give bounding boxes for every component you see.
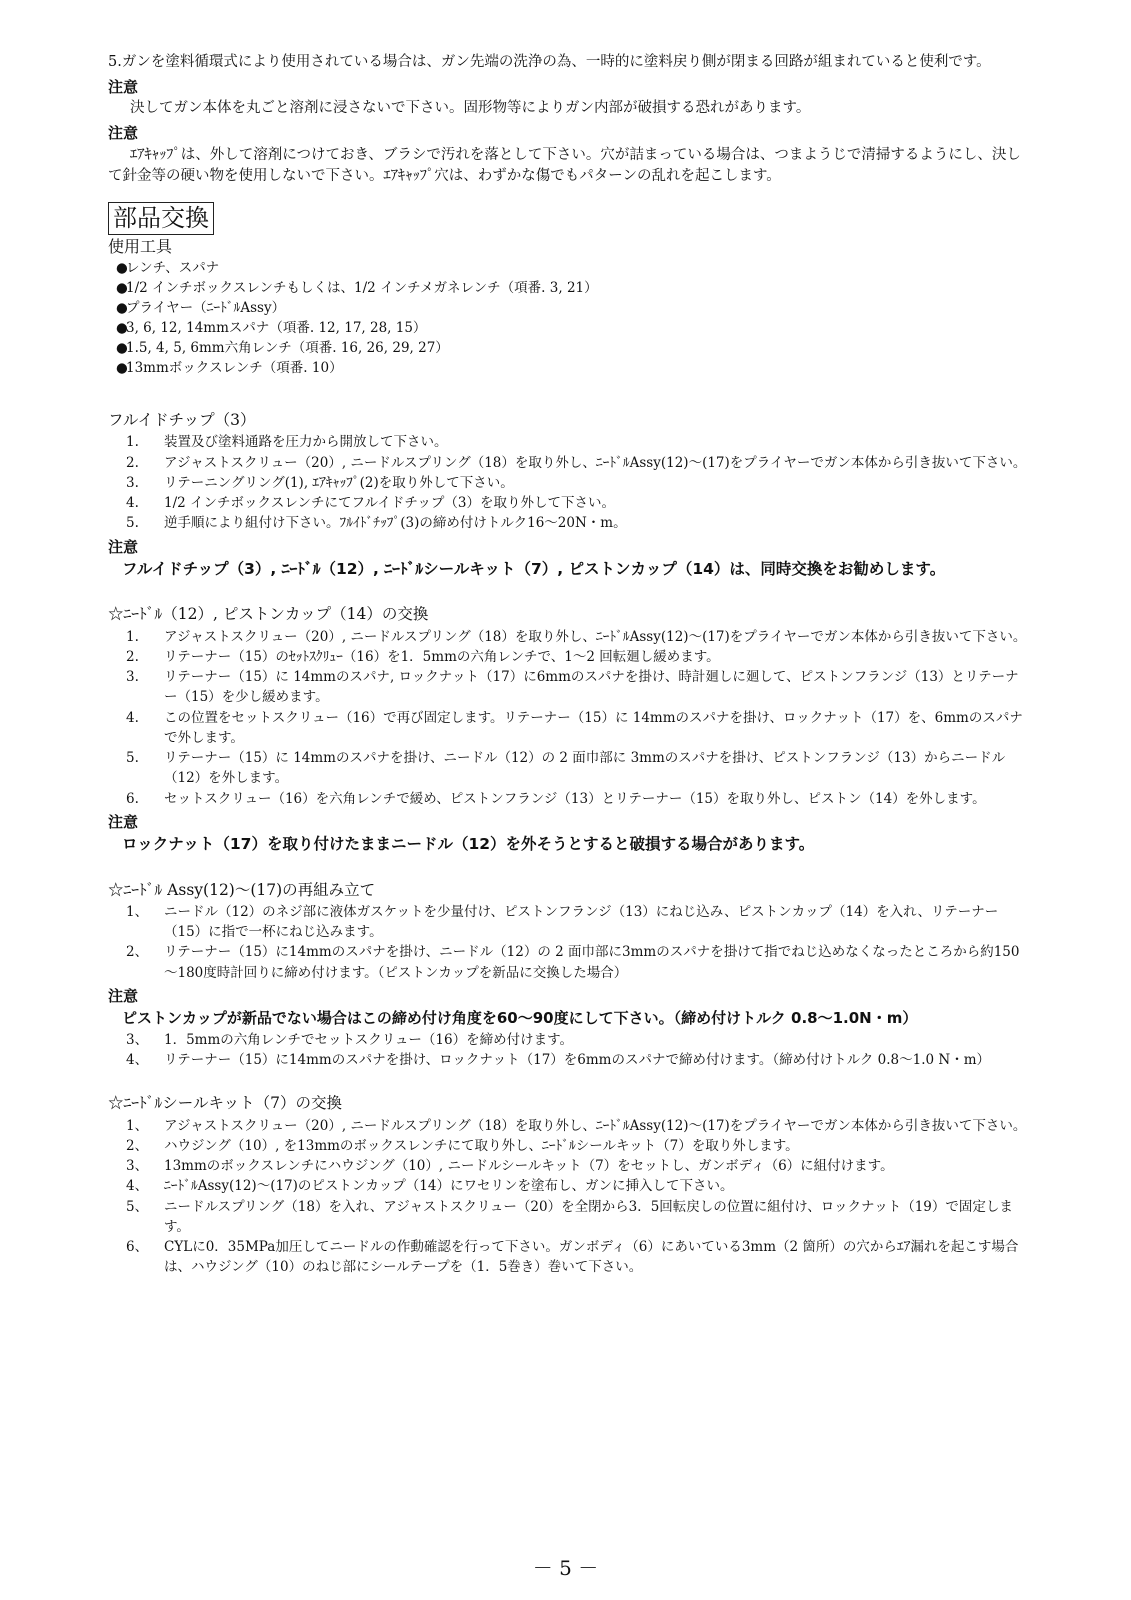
bullet-icon: ● bbox=[116, 320, 128, 337]
step-item: 1. アジャストスクリュー（20）, ニードルスプリング（18）を取り外し、ﾆｰﾄﾞﾙAssy(12)～(17)をプライヤーでガン本体から引き抜いて下さい。 bbox=[126, 628, 1027, 645]
step-item: 1. 装置及び塗料通路を圧力から開放して下さい。 bbox=[126, 434, 448, 451]
needle-piston-caution-label: 注意 bbox=[108, 812, 139, 831]
fluid-tip-caution-text: フルイドチップ（3）, ﾆｰﾄﾞﾙ（12）, ﾆｰﾄﾞﾙシールキット（7）, ピストンカップ（14）は、同時交換をお勧めします。 bbox=[122, 560, 946, 578]
step-item: 2、 リテーナー（15）に14mmのスパナを掛け、ニードル（12）の 2 面巾部に3mmのスパナを掛けて指でねじ込めなくなったところから約150～180度時計回りに締め付けます。（ピストンカップを新品に交換した場合） bbox=[126, 944, 1020, 981]
seal-kit-heading: ☆ﾆｰﾄﾞﾙシールキット（7）の交換 bbox=[108, 1094, 342, 1113]
fluid-tip-heading: フルイドチップ（3） bbox=[108, 411, 256, 429]
reassembly-caution-text: ピストンカップが新品でない場合はこの締め付け角度を60～90度にして下さい。（締め付けトルク 0.8～1.0N・m） bbox=[122, 1009, 918, 1028]
caution-text-2 bbox=[108, 145, 1028, 189]
reassembly-steps-b bbox=[108, 1030, 1028, 1071]
seal-kit-steps bbox=[108, 1116, 1028, 1278]
needle-piston-heading: ☆ﾆｰﾄﾞﾙ（12）, ピストンカップ（14）の交換 bbox=[108, 605, 429, 624]
caution-label-1: 注意 bbox=[108, 77, 139, 96]
page-body bbox=[108, 52, 1028, 1278]
tool-item: ●レンチ、スパナ bbox=[116, 259, 1028, 279]
fluid-tip-caution-label: 注意 bbox=[108, 537, 139, 556]
tools-list bbox=[108, 259, 1028, 379]
reassembly-steps-a bbox=[108, 902, 1028, 983]
step-item: 4、 ﾆｰﾄﾞﾙAssy(12)～(17)のピストンカップ（14）にワセリンを塗布し、ガンに挿入して下さい。 bbox=[126, 1178, 734, 1195]
step-item: 3、 1．5mmの六角レンチでセットスクリュー（16）を締め付けます。 bbox=[126, 1031, 574, 1048]
step-item: 6、 CYLに0．35MPa加圧してニードルの作動確認を行って下さい。ガンボディ（6）にあいている3mm（2 箇所）の穴からｴｱ漏れを起こす場合は、ハウジング（10）のねじ部にシールテープを（1．5巻き）巻いて下さい。 bbox=[126, 1239, 1019, 1276]
step-item: 5. 逆手順により組付け下さい。ﾌﾙｲﾄﾞﾁｯﾌﾟ(3)の締め付けトルク16～20N・m。 bbox=[126, 515, 627, 532]
step-item: 1、 ニードル（12）のネジ部に液体ガスケットを少量付け、ピストンフランジ（13）にねじ込み、ピストンカップ（14）を入れ、リテーナー（15）に指で一杯にねじ込みます。 bbox=[126, 903, 999, 940]
reassembly-heading: ☆ﾆｰﾄﾞﾙ Assy(12)～(17)の再組み立て bbox=[108, 880, 376, 899]
step-item: 2、 ハウジング（10）, を13mmのボックスレンチにて取り外し、ﾆｰﾄﾞﾙシールキット（7）を取り外します。 bbox=[126, 1137, 799, 1154]
step-item: 4. この位置をセットスクリュー（16）で再び固定します。リテーナー（15）に 14mmのスパナを掛け、ロックナット（17）を、6mmのスパナで外します。 bbox=[126, 709, 1023, 746]
step-item: 2. リテーナー（15）のｾｯﾄｽｸﾘｭｰ（16）を1．5mmの六角レンチで、1～2 回転廻し緩めます。 bbox=[126, 648, 720, 665]
step-item: 5、 ニードルスプリング（18）を入れ、アジャストスクリュー（20）を全閉から3．5回転戻しの位置に組付け、ロックナット（19）で固定します。 bbox=[126, 1198, 1013, 1235]
tool-item: ●3, 6, 12, 14mmスパナ（項番. 12, 17, 28, 15） bbox=[116, 319, 1028, 339]
bullet-icon: ● bbox=[116, 280, 128, 297]
caution-label-2: 注意 bbox=[108, 124, 139, 142]
tool-item: ●1.5, 4, 5, 6mm六角レンチ（項番. 16, 26, 29, 27） bbox=[116, 339, 1028, 359]
step-item: 5. リテーナー（15）に 14mmのスパナを掛け、ニードル（12）の 2 面巾部に 3mmのスパナを掛け、ピストンフランジ（13）からニードル（12）を外します。 bbox=[126, 750, 1006, 787]
needle-piston-caution-text: ロックナット（17）を取り付けたままニードル（12）を外そうとすると破損する場合があります。 bbox=[122, 835, 815, 854]
bullet-icon: ● bbox=[116, 260, 128, 277]
step-item: 1、 アジャストスクリュー（20）, ニードルスプリング（18）を取り外し、ﾆｰﾄﾞﾙAssy(12)～(17)をプライヤーでガン本体から引き抜いて下さい。 bbox=[126, 1117, 1027, 1134]
tool-item: ●プライヤー（ﾆｰﾄﾞﾙAssy） bbox=[116, 299, 1028, 319]
bullet-icon: ● bbox=[116, 340, 128, 357]
tool-item: ●13mmボックスレンチ（項番. 10） bbox=[116, 359, 1028, 379]
step-item: 4、 リテーナー（15）に14mmのスパナを掛け、ロックナット（17）を6mmのスパナで締め付けます。（締め付けトルク 0.8～1.0 N・m） bbox=[126, 1052, 991, 1068]
caution-text-2-body: ｴｱｷｬｯﾌﾟは、外して溶剤につけておき、ブラシで汚れを落として下さい。穴が詰まっている場合は、つまようじで清掃するようにし、決して針金等の硬い物を使用しないで下さい。ｴｱｷｬｯﾌﾟ穴は、わずかな傷でもパターンの乱れを起こします。 bbox=[108, 146, 1021, 185]
bullet-icon: ● bbox=[116, 360, 128, 377]
tools-heading: 使用工具 bbox=[108, 237, 173, 257]
parts-replacement-title-box bbox=[108, 188, 1028, 235]
step-item: 4. 1/2 インチボックスレンチにてフルイドチップ（3）を取り外して下さい。 bbox=[126, 495, 616, 511]
fluid-tip-steps bbox=[108, 432, 1028, 533]
needle-piston-steps bbox=[108, 627, 1028, 809]
page-number: － 5 － bbox=[532, 1556, 599, 1580]
parts-replacement-title: 部品交換 bbox=[108, 202, 214, 235]
step-item: 2. アジャストスクリュー（20）, ニードルスプリング（18）を取り外し、ﾆｰﾄﾞﾙAssy(12)～(17)をプライヤーでガン本体から引き抜いて下さい。 bbox=[126, 454, 1027, 471]
tool-item: ●1/2 インチボックスレンチもしくは、1/2 インチメガネレンチ（項番. 3, 21） bbox=[116, 279, 1028, 299]
reassembly-caution-label: 注意 bbox=[108, 986, 139, 1005]
step-item: 3、 13mmのボックスレンチにハウジング（10）, ニードルシールキット（7）をセットし、ガンボディ（6）に組付けます。 bbox=[126, 1158, 894, 1174]
intro-item-5: 5.ガンを塗料循環式により使用されている場合は、ガン先端の洗浄の為、一時的に塗料戻り側が閉まる回路が組まれていると使利です。 bbox=[108, 54, 991, 70]
caution-text-1: 決してガン本体を丸ごと溶剤に浸さないで下さい。固形物等によりガン内部が破損する恐れがあります。 bbox=[130, 100, 811, 117]
step-item: 3. リテーナー（15）に 14mmのスパナ, ロックナット（17）に6mmのスパナを掛け、時計廻しに廻して、ピストンフランジ（13）とリテーナー（15）を少し緩めます。 bbox=[126, 669, 1019, 706]
bullet-icon: ● bbox=[116, 300, 128, 317]
step-item: 3. リテーニングリング(1), ｴｱｷｬｯﾌﾟ(2)を取り外して下さい。 bbox=[126, 474, 514, 491]
step-item: 6. セットスクリュー（16）を六角レンチで緩め、ピストンフランジ（13）とリテーナー（15）を取り外し、ピストン（14）を外します。 bbox=[126, 790, 986, 807]
